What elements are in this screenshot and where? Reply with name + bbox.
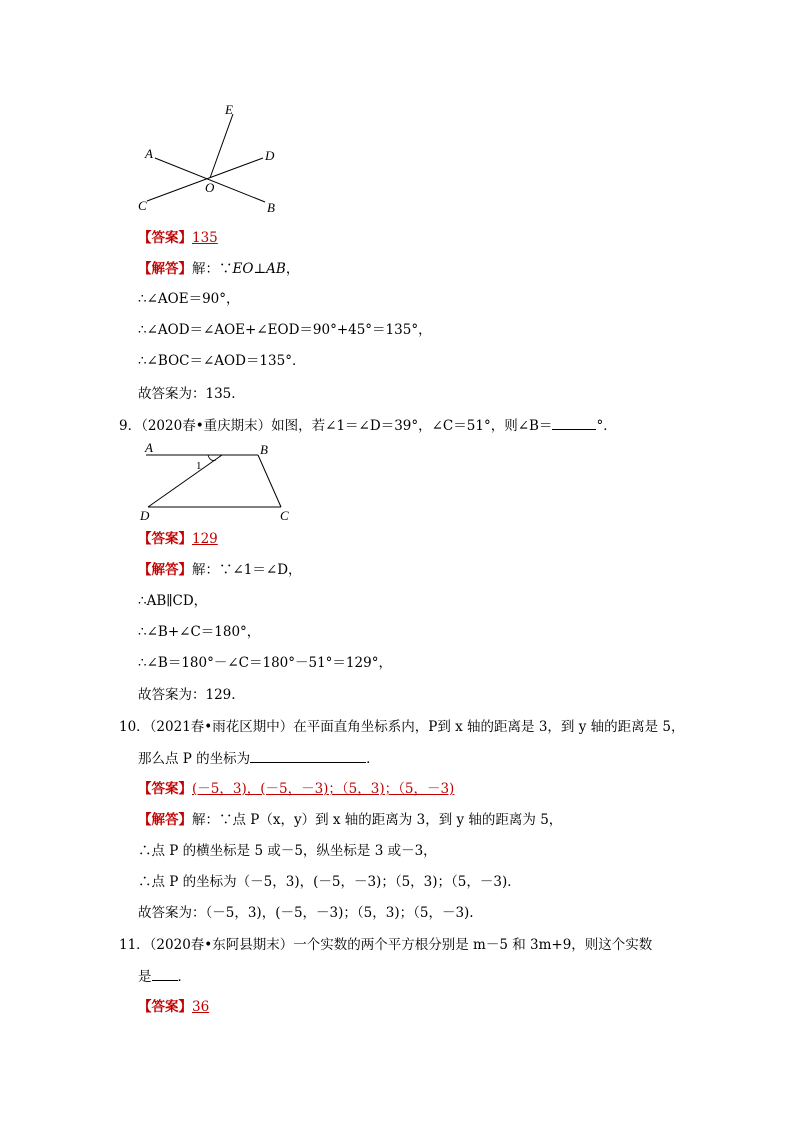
solution-tag: 【解答】 [138, 812, 192, 828]
q11-answer-line [138, 997, 209, 1017]
figure-trapezoid [136, 440, 306, 526]
label-D: D [265, 148, 275, 163]
q8-solution-line-4: ∴∠BOC＝∠AOD＝135°． [138, 353, 306, 369]
answer-value: 36 [192, 999, 210, 1015]
answer-tag: 【答案】 [138, 230, 192, 246]
answer-tag: 【答案】 [138, 999, 192, 1015]
label-B: B [260, 442, 268, 457]
q11-stem-line-2: 是 ． [138, 966, 191, 987]
q10-solution-line-1: 【解答】解：∵点 P（x，y）到 x 轴的距离为 3，到 y 轴的距离为 5， [138, 812, 563, 828]
q8-solution-line-1: 【解答】解：∵EO⊥AB， [138, 261, 300, 277]
q8-solution-line-5: 故答案为：135. [138, 386, 236, 402]
segment-BC [258, 455, 281, 507]
q8-solution-line-3: ∴∠AOD＝∠AOE+∠EOD＝90°+45°＝135°， [138, 322, 432, 338]
label-E: E [225, 102, 233, 117]
ray-OE [210, 114, 233, 178]
q9-solution-line-3: ∴∠B+∠C＝180°， [138, 624, 261, 640]
q10-stem-line-2: 那么点 P 的坐标为 ． [138, 748, 380, 769]
q9-stem: 9．（2020春•重庆期末）如图，若∠1＝∠D＝39°，∠C＝51°，则∠B＝ °． [119, 415, 617, 436]
q10-solution-line-2: ∴点 P 的横坐标是 5 或－5，纵坐标是 3 或－3， [138, 843, 437, 859]
answer-tag: 【答案】 [138, 781, 192, 797]
q9-solution-line-5: 故答案为：129. [138, 687, 236, 703]
answer-tag: 【答案】 [138, 531, 192, 547]
q9-solution-line-4: ∴∠B＝180°－∠C＝180°－51°＝129°， [138, 655, 392, 671]
q9-answer-line [138, 529, 218, 549]
answer-value: 135 [192, 230, 218, 246]
label-C: C [138, 198, 147, 213]
label-A: A [145, 146, 153, 161]
q8-solution-line-2: ∴∠AOE＝90°， [138, 291, 240, 307]
answer-blank [250, 748, 366, 763]
answer-blank [152, 966, 178, 981]
answer-value: 129 [192, 531, 218, 547]
label-A: A [145, 440, 153, 455]
segment-AD-diag [148, 455, 222, 507]
q9-solution-line-1: 【解答】解：∵∠1＝∠D， [138, 562, 302, 578]
answer-blank [552, 415, 596, 430]
label-C: C [280, 508, 289, 523]
label-B: B [267, 200, 275, 215]
answer-value: (－5，3)，(－5，－3)；（5，3)；（5，－3) [192, 781, 455, 797]
q10-solution-line-4: 故答案为：（－5，3)，(－5，－3)；（5，3)；（5，－3). [138, 905, 474, 921]
q9-solution-line-2: ∴AB∥CD， [138, 593, 208, 609]
solution-tag: 【解答】 [138, 261, 192, 277]
q10-stem-line-1: 10．（2021春•雨花区期中）在平面直角坐标系内，P到 x 轴的距离是 3，到 y 轴的距离是 5， [119, 719, 685, 735]
q11-stem-line-1: 11．（2020春•东阿县期末）一个实数的两个平方根分别是 m－5 和 3m+9，则这个实数 [119, 937, 653, 953]
figure-intersecting-lines [130, 98, 290, 218]
label-D: D [140, 508, 150, 523]
label-O: O [205, 180, 215, 195]
q8-answer-line [138, 228, 218, 248]
q10-solution-line-3: ∴点 P 的坐标为（－5，3)，(－5，－3)；（5，3)；（5，－3)． [138, 874, 521, 890]
label-angle-1: 1 [196, 460, 202, 472]
solution-tag: 【解答】 [138, 562, 192, 578]
q10-answer-line [138, 779, 454, 799]
